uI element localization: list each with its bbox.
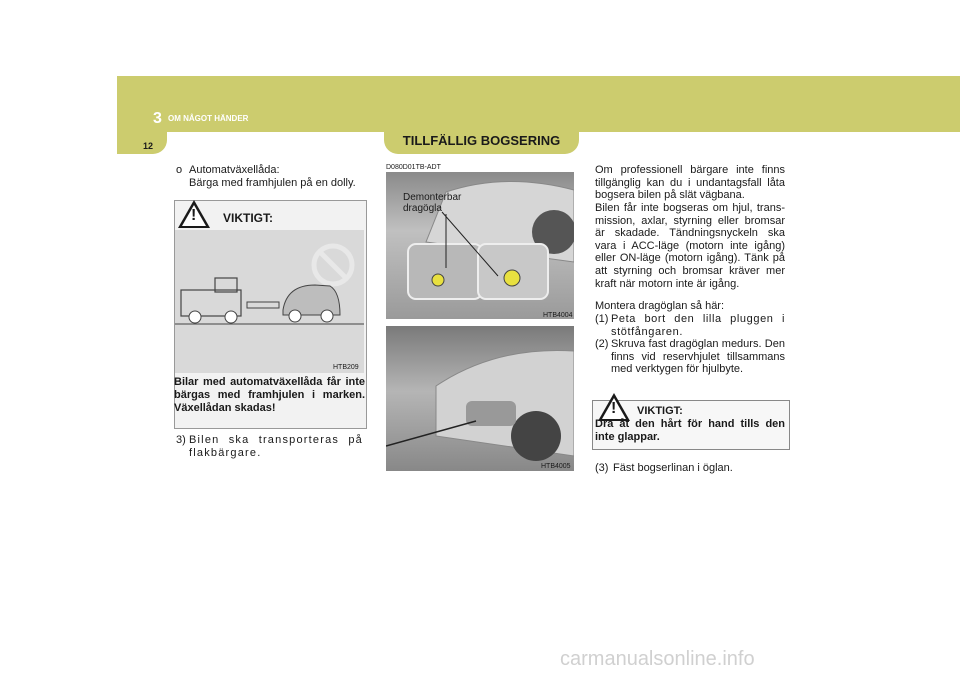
page-number: 12 xyxy=(143,141,154,151)
section-title: TILLFÄLLIG BOGSERING xyxy=(402,133,561,148)
step1-number: (1) xyxy=(595,313,609,325)
bullet-text: Bärga med framhjulen på en dolly. xyxy=(189,177,356,189)
item3-text: Bilen ska transporteras på flakbärgare. xyxy=(189,434,363,459)
bullet-marker: o xyxy=(176,164,183,176)
watermark: carmanualsonline.info xyxy=(560,648,755,670)
step3-number: (3) xyxy=(595,462,609,474)
warning-icon-2: ! xyxy=(598,393,630,421)
item3-number: 3) xyxy=(176,434,186,446)
label-line1: Demonterbar xyxy=(403,192,462,203)
header-band xyxy=(117,76,960,132)
tow-hook-label xyxy=(403,192,461,214)
doc-code: D080D01TB-ADT xyxy=(386,164,441,171)
label-line2: dragögla xyxy=(403,203,442,214)
warning-text-2: Dra åt den hårt för hand tills den inte glappar. xyxy=(595,418,785,443)
warning-image-code: HTB209 xyxy=(333,364,359,371)
step2-number: (2) xyxy=(595,338,609,350)
warning-title-2: VIKTIGT: xyxy=(637,405,683,417)
bullet-title: Automatväxellåda: xyxy=(189,164,280,176)
image1-code: HTB4004 xyxy=(543,312,573,319)
para1: Om professionell bärgare inte finns tillgänglig kan du i undantagsfall låta bogsera bilen på slät vägbana. xyxy=(595,164,785,202)
para2: Bilen får inte bogseras om hjul, trans-mission, axlar, styrning eller bromsar är skadade. Tändningsnyckeln ska vara i ACC-läge (motorn inte igång) eller ON-läge (motorn igång). Tänk på att styrning och bromsar kräver mer kraft när motorn inte är igång. xyxy=(595,202,785,290)
tow-rope-photo xyxy=(386,326,574,471)
warning-title: VIKTIGT: xyxy=(223,211,273,225)
car-front-image xyxy=(386,326,574,471)
step2-text: Skruva fast dragöglan medurs. Den finns vid reservhjulet tillsammans med verktygen för hjulbyte. xyxy=(611,338,785,376)
warning-text: Bilar med automatväxellåda får inte bärgas med framhjulen i marken. Växellådan skadas! xyxy=(174,376,365,414)
image2-code: HTB4005 xyxy=(541,463,571,470)
tow-hook-photo xyxy=(386,172,574,319)
tow-illustration xyxy=(175,230,364,373)
step3-text: Fäst bogserlinan i öglan. xyxy=(613,462,733,474)
dolly-tow-drawing xyxy=(175,230,364,373)
chapter-title: OM NÅGOT HÄNDER xyxy=(168,114,249,123)
page-number-tab xyxy=(117,132,167,154)
warning-icon: ! xyxy=(178,200,210,228)
chapter-number: 3 xyxy=(153,110,162,127)
step1-text: Peta bort den lilla pluggen i stötfångaren. xyxy=(611,313,785,338)
mount-title: Montera dragöglan så här: xyxy=(595,300,725,312)
